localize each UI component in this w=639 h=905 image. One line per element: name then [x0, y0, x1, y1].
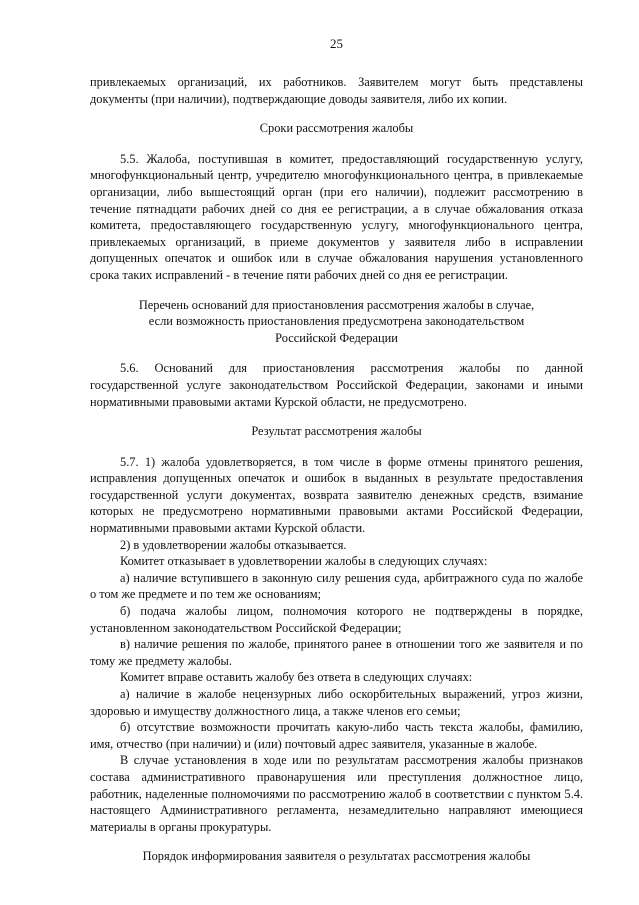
paragraph-refusal-c: в) наличие решения по жалобе, принятого ранее в отношении того же заявителя и по тому же предмету жалобы.: [90, 637, 583, 668]
paragraph-refusal-cases: Комитет отказывает в удовлетворении жалобы в следующих случаях:: [120, 554, 488, 569]
paragraph-5-6: 5.6. Оснований для приостановления рассмотрения жалобы по данной государственной услуге законодательством Российской Федерации, законами и иными нормативными правовыми актами Курской области, не предусмотрено.: [90, 361, 583, 409]
paragraph-no-answer-a: а) наличие в жалобе нецензурных либо оскорбительных выражений, угроз жизни, здоровью и имуществу должностного лица, а также членов его семьи;: [90, 687, 583, 718]
heading-suspension-line: Перечень оснований для приостановления рассмотрения жалобы в случае,: [138, 297, 535, 312]
paragraph-5-5: 5.5. Жалоба, поступившая в комитет, предоставляющий государственную услугу, многофункциональный центр, учредителю многофункционального центра, в привлекаемые организации, либо вышестоящий орган (при его наличии), подлежит рассмотрению в течение пятнадцати рабочих дней со дня ее регистрации, а в случае обжалования отказа комитета, предоставляющего государственную услугу, многофункционального центра, привлекаемых организаций, в приеме документов у заявителя либо в исправлении допущенных опечаток и ошибок или в случае обжалования нарушения установленного срока таких исправлений - в течение пяти рабочих дней со дня ее регистрации.: [90, 151, 583, 282]
paragraph-no-answer-cases: Комитет вправе оставить жалобу без ответа в следующих случаях:: [120, 670, 473, 685]
paragraph-prosecution: В случае установления в ходе или по результатам рассмотрения жалобы признаков состава административного правонарушения или преступления должностное лицо, работник, наделенные полномочиями по рассмотрению жалоб в соответствии с пунктом 5.4. настоящего Административного регламента, незамедлительно направляют имеющиеся материалы в органы прокуратуры.: [90, 753, 583, 834]
heading-suspension-line: Российской Федерации: [275, 330, 398, 345]
paragraph-refusal-a: а) наличие вступившего в законную силу решения суда, арбитражного суда по жалобе о том же предмете и по тем же основаниям;: [90, 570, 583, 602]
heading-review-terms: Сроки рассмотрения жалобы: [259, 121, 414, 136]
paragraph-5-7-1: 5.7. 1) жалоба удовлетворяется, в том числе в форме отмены принятого решения, исправления допущенных опечаток и ошибок в выданных в результате предоставления государственной услуги документах, возврата заявителю денежных средств, взимание которых не предусмотрено нормативными правовыми актами Российской Федерации, нормативными правовыми актами Курской области.: [90, 454, 583, 536]
heading-suspension-grounds: [90, 297, 583, 347]
paragraph-no-answer-b: б) отсутствие возможности прочитать какую-либо часть текста жалобы, фамилию, имя, отчество (при наличии) и (или) почтовый адрес заявителя, указанные в жалобе.: [90, 720, 583, 751]
paragraph-refusal-b: б) подача жалобы лицом, полномочия которого не подтверждены в порядке, установленном законодательством Российской Федерации;: [90, 604, 583, 635]
continuation-paragraph: привлекаемых организаций, их работников. Заявителем могут быть представлены документы (при наличии), подтверждающие доводы заявителя, либо их копии.: [90, 75, 583, 106]
heading-suspension-line: если возможность приостановления предусмотрена законодательством: [148, 314, 525, 329]
paragraph-5-7-2: 2) в удовлетворении жалобы отказывается.: [120, 537, 347, 552]
heading-inform-applicant: Порядок информирования заявителя о результатах рассмотрения жалобы: [142, 849, 531, 864]
page-number: 25: [330, 36, 343, 51]
heading-review-result: Результат рассмотрения жалобы: [251, 424, 422, 439]
